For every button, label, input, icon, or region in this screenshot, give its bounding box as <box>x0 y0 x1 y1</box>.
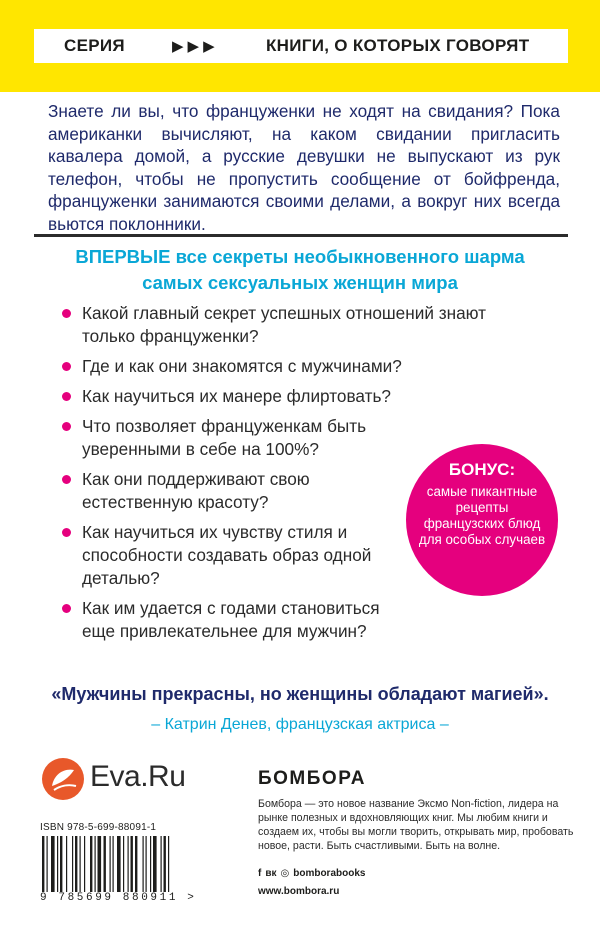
eva-logo-text: Eva.Ru <box>90 760 186 793</box>
barcode-bar <box>104 836 106 892</box>
list-item <box>62 521 382 590</box>
intro-text: Знаете ли вы, что француженки не ходят на свидания? Пока американки вычисляют, на каком свидании пригласить кавалера домой, а русские девушки не выпускают из рук телефон, чтобы не пропустить сообщение от бойфренда, француженки занимаются своими делами, а вокруг них всегда вьются поклонники. <box>48 101 560 234</box>
arrows-icon: ▶▶▶ <box>172 38 219 55</box>
bullet-dot-icon <box>62 528 71 537</box>
barcode-bar <box>161 836 162 892</box>
barcode-bar <box>164 836 166 892</box>
barcode-bar <box>60 836 62 892</box>
intro-paragraph <box>48 100 560 236</box>
barcode <box>40 836 206 892</box>
barcode-bar <box>57 836 58 892</box>
list-item-text: Как научиться их манере флиртовать? <box>82 386 391 406</box>
barcode-bar <box>98 836 102 892</box>
social-handle[interactable]: bomborabooks <box>293 868 366 879</box>
barcode-bar <box>90 836 92 892</box>
series-title: КНИГИ, О КОТОРЫХ ГОВОРЯТ <box>266 36 530 55</box>
instagram-icon[interactable]: ◎ <box>280 868 290 879</box>
barcode-bar <box>150 836 151 892</box>
divider <box>34 234 568 237</box>
list-item <box>62 355 482 378</box>
bullet-dot-icon <box>62 475 71 484</box>
eva-logo <box>40 756 210 806</box>
barcode-bar <box>42 836 44 892</box>
barcode-bar <box>146 836 147 892</box>
barcode-bar <box>72 836 73 892</box>
barcode-bar <box>143 836 144 892</box>
bullet-dot-icon <box>62 309 71 318</box>
list-item <box>62 468 382 514</box>
barcode-bar <box>66 836 67 892</box>
series-bar <box>34 29 568 63</box>
bonus-title: БОНУС: <box>448 460 516 479</box>
list-item <box>62 385 482 408</box>
list-item-text: Какой главный секрет успешных отношений знают только француженки? <box>82 303 487 346</box>
barcode-bar <box>168 836 169 892</box>
quote-author: – Катрин Денев, французская актриса – <box>151 716 449 733</box>
quote: «Мужчины прекрасны, но женщины обладают магией». <box>51 684 549 704</box>
list-item <box>62 302 492 348</box>
barcode-bar <box>117 836 121 892</box>
list-item-text: Как им удается с годами становиться еще привлекательнее для мужчин? <box>82 598 380 641</box>
list-item <box>62 415 402 461</box>
vk-icon[interactable]: вк <box>265 868 277 879</box>
bonus-text: самые пикантные рецепты французских блюд для особых случаев <box>418 484 546 547</box>
barcode-bar <box>153 836 157 892</box>
barcode-bar <box>123 836 124 892</box>
barcode-bar <box>80 836 81 892</box>
list-item-text: Где и как они знакомятся с мужчинами? <box>82 356 402 376</box>
barcode-digits: 9 785699 880911 > <box>40 892 197 904</box>
barcode-bar <box>84 836 85 892</box>
barcode-bar <box>47 836 48 892</box>
bonus-badge <box>406 444 558 596</box>
facebook-icon[interactable]: f <box>258 868 262 879</box>
headline-line1: все секреты необыкновенного шарма <box>170 246 525 267</box>
headline-line2: самых сексуальных женщин мира <box>142 272 458 293</box>
barcode-bar <box>135 836 137 892</box>
barcode-bar <box>128 836 129 892</box>
barcode-bar <box>131 836 133 892</box>
barcode-bar <box>51 836 55 892</box>
publisher-name: БОМБОРА <box>258 768 366 789</box>
list-item-text: Что позволяет француженкам быть уверенными в себе на 100%? <box>82 416 367 459</box>
headline <box>20 244 580 296</box>
headline-strong: ВПЕРВЫЕ <box>75 246 171 267</box>
barcode-bar <box>113 836 114 892</box>
series-band <box>0 0 600 92</box>
barcode-bar <box>95 836 96 892</box>
list-item <box>62 597 382 643</box>
website-link[interactable]: www.bombora.ru <box>258 886 340 897</box>
bullet-dot-icon <box>62 604 71 613</box>
publisher-description: Бомбора — это новое название Эксмо Non-fiction, лидера на рынке полезных и вдохновляющих книг. Мы любим книги и создаем их, чтобы вы могли творить, открывать мир, пробовать новое, расти. Быть счастливыми. Быть на волне. <box>258 798 574 852</box>
series-label: СЕРИЯ <box>64 36 125 55</box>
bullet-dot-icon <box>62 422 71 431</box>
eva-leaf-icon <box>40 756 86 802</box>
isbn-label: ISBN 978-5-699-88091-1 <box>40 822 157 833</box>
social-links <box>258 868 365 879</box>
list-item-text: Как научиться их чувству стиля и способности создавать образ одной деталью? <box>82 522 372 588</box>
list-item-text: Как они поддерживают свою естественную красоту? <box>82 469 310 512</box>
bullet-dot-icon <box>62 362 71 371</box>
barcode-bar <box>110 836 111 892</box>
bullet-dot-icon <box>62 392 71 401</box>
barcode-bar <box>75 836 77 892</box>
